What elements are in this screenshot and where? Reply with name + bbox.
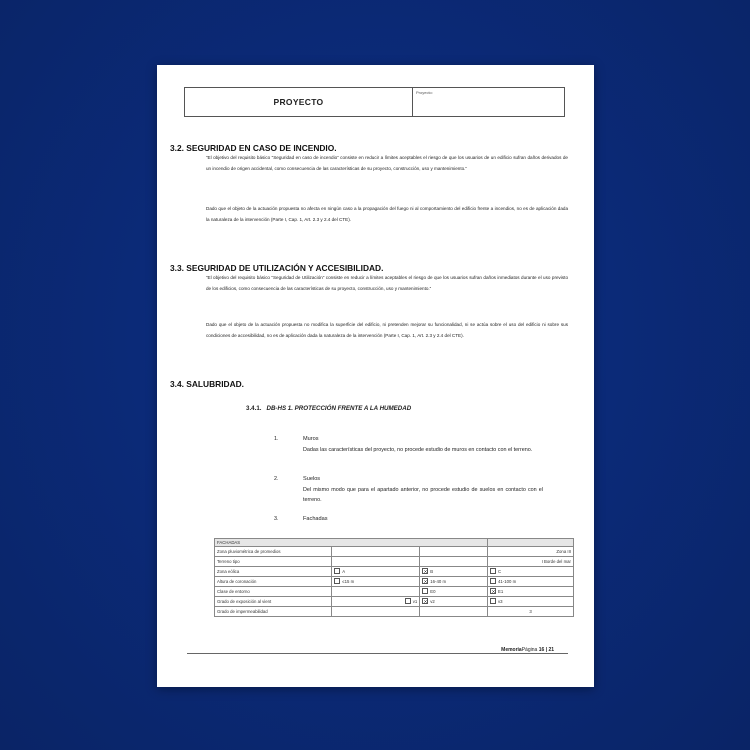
table-header-cell: FACHADAS [215, 539, 488, 547]
table-cell-label: Altura de coronación [215, 577, 332, 587]
option-label: v1 [412, 598, 418, 604]
table-cell [332, 567, 420, 577]
checkbox-icon [490, 598, 496, 604]
table-cell [420, 567, 488, 577]
subsection-heading: DB-HS 1. PROTECCIÓN FRENTE A LA HUMEDAD [266, 405, 412, 412]
option-label: 41-100 m [498, 578, 517, 584]
footer-separator: | [545, 647, 548, 653]
list-item-description: Dadas las características del proyecto, no procede estudio de muros en contacto con el terreno. [303, 447, 533, 453]
table-cell [488, 567, 574, 577]
table-cell: Zona III [488, 547, 574, 557]
option-label: B [430, 568, 434, 574]
option-label: ≤15 m [342, 578, 355, 584]
table-cell-label: Grado de impermeabilidad [215, 607, 332, 617]
table-header-cell [488, 539, 574, 547]
table-cell [488, 587, 574, 597]
checkbox-icon [405, 598, 411, 604]
table-cell [332, 597, 420, 607]
header-title: PROYECTO [185, 88, 413, 116]
subsection-number: 3.4.1. [246, 405, 262, 412]
option-label: v2 [430, 598, 435, 604]
table-cell: 3 [488, 607, 574, 617]
option-label: C [498, 568, 502, 574]
checkbox-checked-icon [422, 578, 428, 584]
table-row [215, 587, 574, 597]
footer-page-word: Página [521, 647, 538, 653]
checkbox-checked-icon [490, 588, 496, 594]
table-cell [332, 607, 420, 617]
table-cell [332, 587, 420, 597]
checkbox-checked-icon [422, 598, 428, 604]
table-cell [332, 557, 420, 567]
table-cell [420, 547, 488, 557]
section-3-3-title: 3.3. SEGURIDAD DE UTILIZACIÓN Y ACCESIBILIDAD. [170, 263, 384, 273]
table-cell [420, 597, 488, 607]
header-project-field [413, 88, 564, 116]
checkbox-icon [422, 588, 428, 594]
checkbox-icon [490, 578, 496, 584]
option-label: E0 [430, 588, 436, 594]
table-row [215, 607, 574, 617]
page-footer [501, 647, 554, 653]
checkbox-icon [334, 568, 340, 574]
option-label: v3 [498, 598, 503, 604]
list-item-title: Suelos [303, 476, 321, 482]
checkbox-icon [490, 568, 496, 574]
table-cell [332, 577, 420, 587]
list-item-number: 3. [274, 516, 279, 522]
table-cell-label: Clase de entorno [215, 587, 332, 597]
footer-label: Memoria [501, 647, 522, 653]
list-item-description: Del mismo modo que para el apartado anterior, no procede estudio de suelos en contacto con el terreno. [303, 487, 543, 503]
footer-page-total: 21 [548, 647, 554, 653]
table-cell [420, 577, 488, 587]
list-item-number: 1. [274, 436, 279, 442]
table-row [215, 557, 574, 567]
list-item-title: Fachadas [303, 516, 328, 522]
table-cell [420, 587, 488, 597]
list-item-number: 2. [274, 476, 279, 482]
option-label: 16-40 m [430, 578, 447, 584]
table-cell [488, 597, 574, 607]
header-field-label: Proyecto: [416, 90, 433, 95]
table-cell-label: Grado de exposición al vient [215, 597, 332, 607]
header-box [184, 87, 565, 117]
table-row [215, 597, 574, 607]
footer-divider [187, 653, 568, 654]
table-header-row [215, 539, 574, 547]
table-cell [420, 607, 488, 617]
section-3-2-paragraph: Dado que el objeto de la actuación propuesta no afecta en ningún caso a la propagación del fuego ni al comportamiento del edificio frente a incendios, no es de aplicación dada la naturaleza de la intervención (Parte I, Cap. 1, Art. 2.3 y 2.4 del CTE). [206, 206, 568, 222]
section-3-3-quote: “El objetivo del requisito básico “Seguridad de Utilización” consiste en reducir a límites aceptables el riesgo de que los usuarios sufran daños inmediatos durante el uso previsto de los edificios, como consecuencia de las características de su proyecto, construcción, uso y mantenimiento.” [206, 275, 568, 291]
list-item-title: Muros [303, 436, 319, 442]
table-cell-label: Zona eólica [215, 567, 332, 577]
footer-page-number: 16 [538, 647, 545, 653]
table-row [215, 577, 574, 587]
document-page [157, 65, 594, 687]
table-row [215, 547, 574, 557]
table-cell [332, 547, 420, 557]
option-label: E1 [498, 588, 504, 594]
table-cell: I Borde del mar [488, 557, 574, 567]
subsection-3-4-1-title [246, 405, 411, 412]
section-3-3-paragraph: Dado que el objeto de la actuación propuesta no modifica la superficie del edificio, ni pretenden mejorar su funcionalidad, ni se actúa sobre el uso del edificio ni sobre sus condiciones de accesibilidad, no es de aplicación dada la naturaleza de la intervención (Parte I, Cap. 1, Art. 2.3 y 2.4 del CTE). [206, 322, 568, 338]
table-cell-label: Terreno tipo [215, 557, 332, 567]
checkbox-icon [334, 578, 340, 584]
section-3-4-title: 3.4. SALUBRIDAD. [170, 379, 244, 389]
table-row [215, 567, 574, 577]
section-3-2-title: 3.2. SEGURIDAD EN CASO DE INCENDIO. [170, 143, 337, 153]
checkbox-checked-icon [422, 568, 428, 574]
fachadas-table [214, 538, 574, 617]
table-cell-label: Zona pluviométrica de promedios [215, 547, 332, 557]
section-3-2-quote: “El objetivo del requisito básico “Seguridad en caso de incendio” consiste en reducir a límites aceptables el riesgo de que los usuarios de un edificio sufran daños derivados de un incendio de origen accidental, como consecuencia de las características de su proyecto, construcción, uso y mantenimiento.” [206, 155, 568, 171]
table-cell [420, 557, 488, 567]
option-label: A [342, 568, 346, 574]
table-cell [488, 577, 574, 587]
